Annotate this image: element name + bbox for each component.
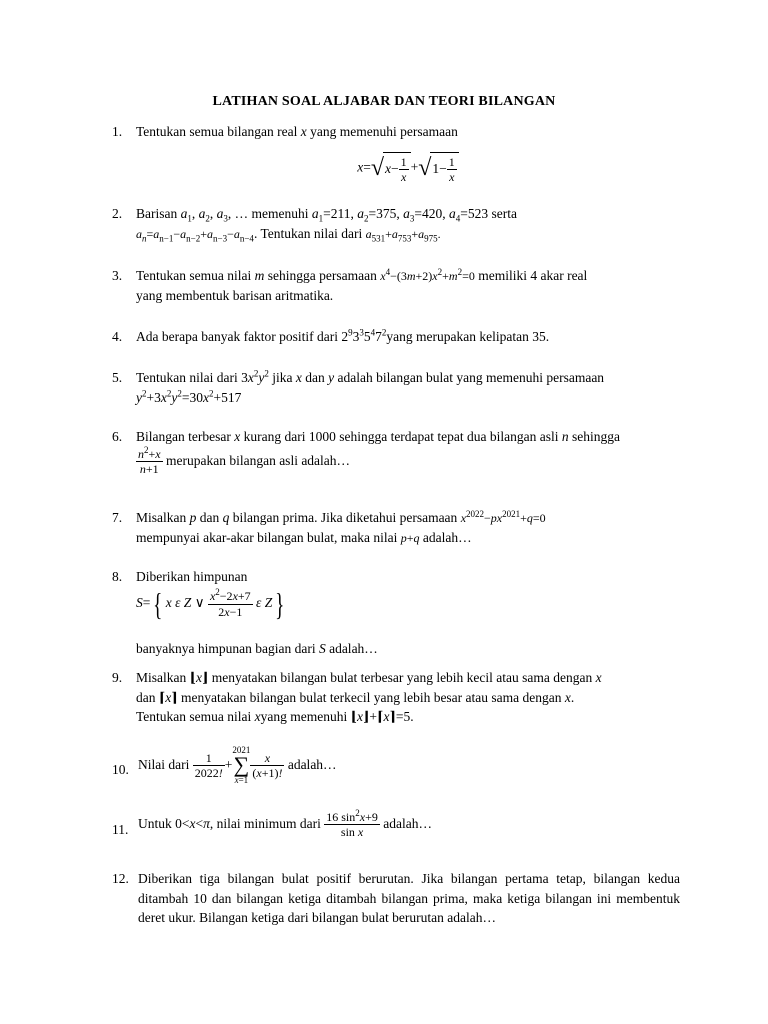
question-text: dan <box>136 689 156 705</box>
question-text: memiliki <box>478 268 527 283</box>
question-text: adalah… <box>329 641 378 656</box>
question-text: yang merupakan kelipatan <box>386 329 529 344</box>
question-text: , nilai minimum dari <box>209 815 321 831</box>
question-text: Barisan <box>136 206 178 221</box>
question-text: menyatakan bilangan bulat terbesar yang lebih kecil atau sama dengan <box>211 670 593 685</box>
question-text: Tentukan semua bilangan real <box>136 124 298 139</box>
question-3: 3. Tentukan semua nilai m sehingga persamaan $x^4-(3m+2)x^2+m^2=0$ memiliki 4 akar real yang membentuk barisan aritmatika. <box>112 267 588 303</box>
question-text: Diberikan tiga bilangan bulat positif berurutan. Jika bilangan pertama tetap, bilangan kedua ditambah <box>138 871 680 906</box>
question-2: 2. Barisan $a_1$, $a_2$, $a_3$, … memenuhi $a_1=211$, $a_2=375$, $a_3=420$, $a_4=523$ serta $a_n=a_{n-1}-a_{n-2}+a_{n-3}-a_{n-4}$. Tentukan nilai dari $a_{531}+a_{753}+a_{975}$. <box>112 206 517 243</box>
question-number: 7. <box>112 510 123 525</box>
question-text: bilangan prima. Jika diketahui persamaan <box>232 510 458 525</box>
set-definition: S={ x ε Z ∨ $\frac{x^2-2x+7}{2x-1}$ ε Z} <box>136 586 285 622</box>
question-text: menyatakan bilangan bulat terkecil yang lebih besar atau sama dengan <box>181 689 562 705</box>
question-number: 9. <box>112 670 123 685</box>
page-title: LATIHAN SOAL ALJABAR DAN TEORI BILANGAN <box>212 94 556 109</box>
question-text: Misalkan <box>136 510 187 525</box>
question-text: adalah… <box>287 756 337 772</box>
question-text: Tentukan semua nilai <box>136 709 252 725</box>
question-text: Diberikan himpunan <box>136 569 248 584</box>
question-text: yang memenuhi <box>260 709 348 725</box>
equation-1: x=√x− $\frac{1}{x}$ +√1− $\frac{1}{x}$ <box>136 152 680 185</box>
question-text: dan <box>199 510 220 525</box>
question-text: sehingga persamaan <box>267 268 377 283</box>
question-text: Tentukan nilai dari <box>136 370 238 385</box>
question-text: adalah… <box>383 815 432 831</box>
question-11: 11. Untuk 0<x<π, nilai minimum dari $\frac{16 \sin^2x+9}{\text{sin x}}$ adalah… <box>112 808 432 840</box>
question-text: kurang dari <box>243 429 306 444</box>
question-number: 10. <box>112 762 129 777</box>
question-text: Bilangan terbesar <box>136 429 231 444</box>
question-number: 6. <box>112 429 123 444</box>
question-5: 5. Tentukan nilai dari $3x^2y^2$ jika x dan y adalah bilangan bulat yang memenuhi persamaan $y^2+3x^2y^2=30x^2+517$ <box>112 368 605 405</box>
question-text: . Tentukan nilai dari <box>253 225 363 241</box>
question-1: 1. Tentukan semua bilangan real x yang memenuhi persamaan <box>112 122 680 142</box>
question-text: sehingga <box>572 429 620 444</box>
question-6: 6. Bilangan terbesar x kurang dari 1000 sehingga terdapat tepat dua bilangan asli n sehingga $\frac{n^2+x}{n+1}$ merupakan bilangan asli adalah… <box>112 429 620 476</box>
question-text: jika <box>272 370 293 385</box>
question-text: dan bilangan ketiga ditambah bilangan prima, maka ketiga bilangan ini membentuk deret ukur. Bilangan ketiga dari bilangan bulat berurutan adalah… <box>138 890 680 926</box>
question-text: dan <box>305 370 325 385</box>
question-text: yang memenuhi persamaan <box>310 124 458 139</box>
question-text: banyaknya himpunan bagian dari <box>136 641 316 656</box>
question-text: sehingga terdapat tepat dua bilangan asli <box>339 429 559 444</box>
question-7: 7. Misalkan p dan q bilangan prima. Jika diketahui persamaan $x^{2022}-px^{2021}+q=0$ mempunyai akar-akar bilangan bulat, maka nilai p+q adalah… <box>112 509 546 545</box>
question-text: merupakan bilangan asli adalah… <box>165 452 351 468</box>
question-number: 8. <box>112 569 123 584</box>
question-text: Ada berapa banyak faktor positif dari <box>136 329 339 344</box>
question-text: serta <box>491 206 517 221</box>
question-number: 1. <box>112 124 123 139</box>
question-8-continued: banyaknya himpunan bagian dari S adalah… <box>136 641 378 656</box>
question-text: adalah… <box>422 529 472 545</box>
question-text: Tentukan semua nilai <box>136 268 252 283</box>
question-text: Misalkan <box>136 670 187 685</box>
question-10: 10. Nilai dari $\frac{1}{2022!}$ +2021 ∑ x=1 $\frac{x}{(x+1)!}$ adalah… <box>112 745 337 786</box>
question-text: yang membentuk barisan aritmatika. <box>136 287 334 303</box>
question-number: 12. <box>112 871 129 886</box>
question-text: adalah bilangan bulat yang memenuhi persamaan <box>337 370 605 385</box>
question-number: 5. <box>112 370 123 385</box>
question-text: Nilai dari <box>138 756 190 772</box>
question-number: 3. <box>112 268 123 283</box>
question-8 <box>112 567 680 587</box>
question-12: 12. Diberikan tiga bilangan bulat positif berurutan. Jika bilangan pertama tetap, bilangan kedua ditambah 10 dan bilangan ketiga ditambah bilangan prima, maka ketiga bilangan ini membentuk deret ukur. Bilangan ketiga dari bilangan bulat berurutan adalah… <box>112 871 680 926</box>
question-text: Untuk <box>138 815 172 831</box>
question-number: 2. <box>112 206 123 221</box>
question-number: 11. <box>112 822 129 837</box>
question-4: 4. Ada berapa banyak faktor positif dari $2^93^35^47^2yang$ merupakan kelipatan 35. <box>112 327 680 347</box>
question-text: akar real <box>540 268 588 283</box>
question-9: 9. Misalkan ⌊x⌋ menyatakan bilangan bulat terbesar yang lebih kecil atau sama dengan x dan ⌈x⌉ menyatakan bilangan bulat terkecil yang lebih besar atau sama dengan x. Tentukan semua nilai xyang memenuhi ⌊x⌋+⌈x⌉=5. <box>112 670 602 725</box>
question-text: memenuhi <box>251 206 309 221</box>
question-text: mempunyai akar-akar bilangan bulat, maka nilai <box>136 529 398 545</box>
question-number: 4. <box>112 329 123 344</box>
